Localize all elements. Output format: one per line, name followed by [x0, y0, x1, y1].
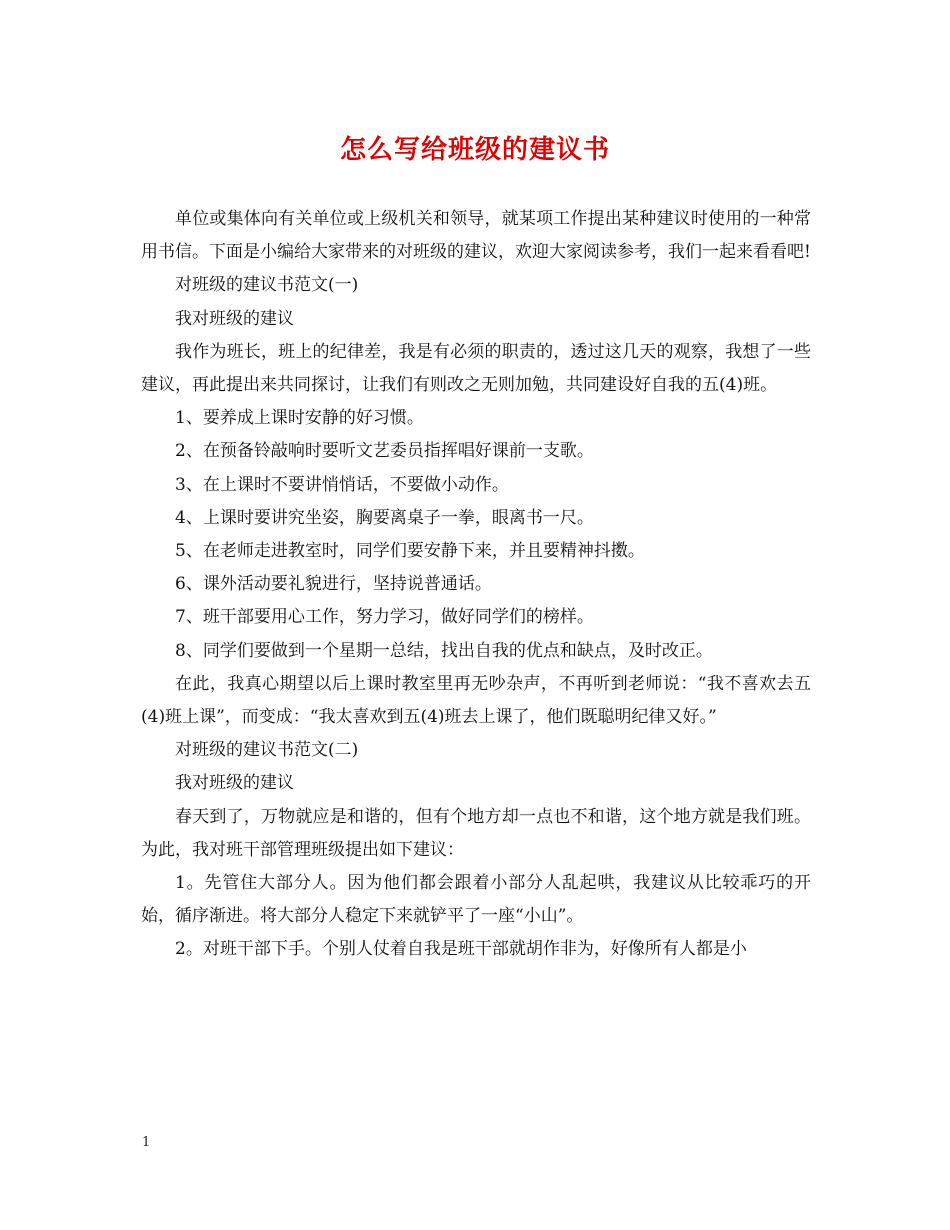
list-item: 6、课外活动要礼貌进行，坚持说普通话。 — [175, 574, 492, 595]
list-item: 3、在上课时不要讲悄悄话，不要做小动作。 — [175, 474, 509, 495]
list-item: 7、班干部要用心工作，努力学习，做好同学们的榜样。 — [175, 607, 594, 628]
paragraph: 春天到了，万物就应是和谐的，但有个地方却一点也不和谐，这个地方就是我们班。为此，我对班干部管理班级提出如下建议： — [141, 806, 811, 860]
list-item: 1。先管住大部分人。因为他们都会跟着小部分人乱起哄，我建议从比较乖巧的开始，循序渐进。将大部分人稳定下来就铲平了一座“小山”。 — [141, 873, 811, 927]
page-title: 怎么写给班级的建议书 — [339, 135, 610, 165]
subheading-2: 我对班级的建议 — [175, 773, 294, 794]
list-item: 2。对班干部下手。个别人仗着自我是班干部就胡作非为，好像所有人都是小 — [175, 939, 747, 960]
list-item: 5、在老师走进教室时，同学们要安静下来，并且要精神抖擞。 — [175, 541, 645, 562]
list-item: 1、要养成上课时安静的好习惯。 — [175, 408, 424, 429]
subheading-1: 我对班级的建议 — [175, 308, 294, 329]
section-heading-1: 对班级的建议书范文(一) — [175, 275, 359, 296]
paragraph: 在此，我真心期望以后上课时教室里再无吵杂声，不再听到老师说：“我不喜欢去五(4)班上课”，而变成：“我太喜欢到五(4)班去上课了，他们既聪明纪律又好。” — [141, 673, 811, 728]
page-number: 1 — [142, 1135, 151, 1150]
paragraph: 我作为班长，班上的纪律差，我是有必须的职责的，透过这几天的观察，我想了一些建议，再此提出来共同探讨，让我们有则改之无则加勉，共同建设好自我的五(4)班。 — [141, 341, 811, 396]
list-item: 8、同学们要做到一个星期一总结，找出自我的优点和缺点，及时改正。 — [175, 640, 713, 661]
list-item: 4、上课时要讲究坐姿，胸要离桌子一拳，眼离书一尺。 — [175, 507, 594, 528]
section-heading-2: 对班级的建议书范文(二) — [175, 740, 359, 761]
document-body — [141, 203, 811, 967]
list-item: 2、在预备铃敲响时要听文艺委员指挥唱好课前一支歌。 — [175, 441, 594, 462]
paragraph-intro: 单位或集体向有关单位或上级机关和领导，就某项工作提出某种建议时使用的一种常用书信。下面是小编给大家带来的对班级的建议，欢迎大家阅读参考，我们一起来看看吧! — [141, 209, 811, 263]
